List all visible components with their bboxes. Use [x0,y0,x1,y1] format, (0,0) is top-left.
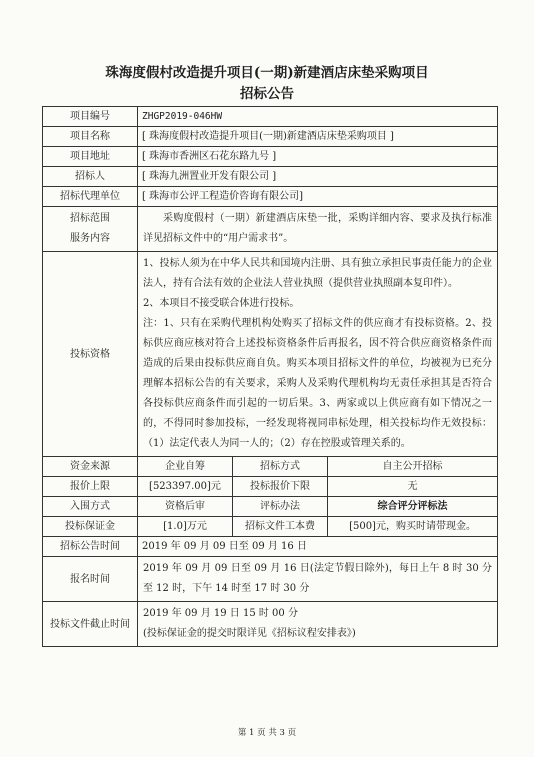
scope-label-line1: 招标范围 [70,213,110,224]
agency-label: 招标代理单位 [43,187,138,207]
entry-value: 资格后审 [138,497,233,517]
project-address-value: [ 珠海市香洲区石花东路九号 ] [138,147,498,167]
deposit-label: 投标保证金 [43,517,138,537]
document-fee-label: 招标文件工本费 [233,517,328,537]
row-project-name [43,127,498,147]
row-tenderer [43,167,498,187]
tender-method-value: 自主公开招标 [328,457,498,477]
row-project-address [43,147,498,167]
ceiling-label: 报价上限 [43,477,138,497]
row-ceiling [43,477,498,497]
row-registration [43,557,498,602]
project-no-value: ZHGP2019-046HW [138,107,498,127]
notice-time-label: 招标公告时间 [43,537,138,557]
row-funding [43,457,498,477]
tenderer-value: [ 珠海九洲置业开发有限公司 ] [138,167,498,187]
project-no-label: 项目编号 [43,107,138,127]
qualification-para-2: 2、本项目不接受联合体进行投标。 [143,298,300,309]
row-qualification [43,252,498,457]
floor-label: 投标报价下限 [233,477,328,497]
deadline-value [138,602,498,647]
qualification-label: 投标资格 [43,252,138,457]
scope-text: 采购度假村（一期）新建酒店床垫一批，采购详细内容、要求及执行标准详见招标文件中的“用户需求书”。 [138,207,498,252]
project-name-value: [ 珠海度假村改造提升项目(一期)新建酒店床垫采购项目 ] [138,127,498,147]
row-entry [43,497,498,517]
deadline-label: 投标文件截止时间 [43,602,138,647]
row-notice-time [43,537,498,557]
notice-subtitle: 招标公告 [240,86,294,102]
notice-title: 珠海度假村改造提升项目(一期)新建酒店床垫采购项目 [105,65,429,81]
funding-label: 资金来源 [43,457,138,477]
registration-label: 报名时间 [43,557,138,602]
qualification-para-1: 1、投标人须为在中华人民共和国境内注册、具有独立承担民事责任能力的企业法人，持有合法有效的企业法人营业执照（提供营业执照副本复印件）。 [143,258,493,289]
agency-value: [ 珠海市公评工程造价咨询有限公司] [138,187,498,207]
notice-time-value: 2019 年 09 月 09 日至 09 月 16 日 [138,537,498,557]
row-scope [43,207,498,252]
evaluation-value: 综合评分评标法 [328,497,498,517]
tender-method-label: 招标方式 [233,457,328,477]
deposit-value: [1.0]万元 [138,517,233,537]
ceiling-value: [523397.00]元 [138,477,233,497]
tender-info-table [42,106,498,647]
project-name-label: 项目名称 [43,127,138,147]
row-project-no [43,107,498,127]
page-number: 第 1 页 共 3 页 [237,728,297,738]
tenderer-label: 招标人 [43,167,138,187]
qualification-para-3: 注：1、只有在采购代理机构处购买了招标文件的供应商才有投标资格。2、投标供应商应核对符合上述投标资格条件后再报名，因不符合供应商资格条件而造成的后果由投标供应商自负。购买本项目招标文件的单位，均被视为已充分理解本招标公告的有关要求，采购人及采购代理机构均无责任承担其是否符合各投标供应商条件而引起的一切后果。3、两家或以上供应商有如下情况之一的，不得同时参加投标，一经发现将视同串标处理，相关投标均作无效投标：（1）法定代表人为同一人的；（2）存在控股或管理关系的。 [143,318,493,449]
document-fee-value: [500]元，购买时请带现金。 [328,517,498,537]
qualification-text [138,252,498,457]
deadline-note: (投标保证金的提交时限详见《招标议程安排表》) [143,628,356,639]
row-deposit [43,517,498,537]
scope-label [43,207,138,252]
deadline-time: 2019 年 09 月 19 日 15 时 00 分 [143,608,298,619]
funding-value: 企业自筹 [138,457,233,477]
row-agency [43,187,498,207]
evaluation-label: 评标办法 [233,497,328,517]
entry-label: 入围方式 [43,497,138,517]
project-address-label: 项目地址 [43,147,138,167]
floor-value: 无 [328,477,498,497]
scope-label-line2: 服务内容 [70,233,110,244]
registration-value: 2019 年 09 月 09 日至 09 月 16 日(法定节假日除外)，每日上午 8 时 30 分至 12 时，下午 14 时至 17 时 30 分 [138,557,498,602]
row-deadline [43,602,498,647]
